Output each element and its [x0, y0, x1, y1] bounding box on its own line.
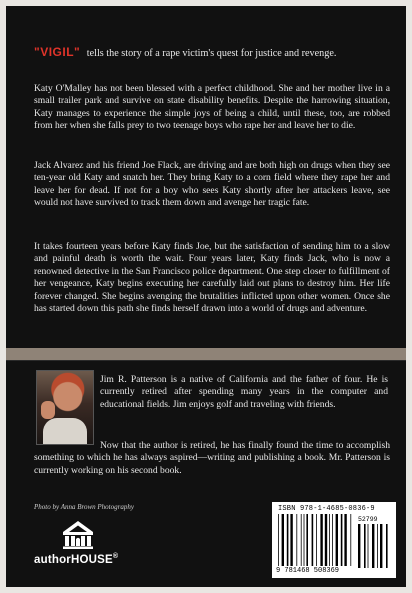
price-code: 52799	[358, 516, 378, 523]
barcode-bar	[306, 514, 308, 566]
divider-band	[6, 348, 406, 360]
publisher-name: authorHOUSE	[34, 553, 113, 566]
photo-credit: Photo by Anna Brown Photography	[34, 503, 134, 511]
author-photo	[36, 370, 94, 445]
barcode-bar	[304, 514, 305, 566]
barcode-bar	[372, 524, 374, 568]
barcode-bar	[278, 514, 279, 566]
ean-barcode-bars	[278, 514, 354, 566]
tagline-text: tells the story of a rape victim's quest for justice and revenge.	[86, 48, 337, 59]
barcode-bar	[325, 514, 327, 566]
barcode-bar	[316, 514, 317, 566]
barcode-bar	[377, 524, 378, 568]
house-columns-icon	[60, 519, 96, 549]
book-title: "VIGIL"	[34, 45, 81, 59]
author-photo-hand	[41, 401, 55, 419]
barcode-bar	[301, 514, 302, 566]
barcode-bar	[350, 514, 351, 566]
barcode-bar	[312, 514, 314, 566]
registered-mark: ®	[112, 553, 119, 560]
barcode-bar	[364, 524, 366, 568]
book-back-cover	[6, 6, 406, 587]
barcode-bar	[344, 514, 346, 566]
barcode-bar	[332, 514, 333, 566]
barcode-bar	[368, 524, 369, 568]
barcode-bar	[380, 524, 382, 568]
barcode-bar	[336, 514, 338, 566]
isbn-label: ISBN 978-1-4685-0836-9	[278, 505, 375, 513]
barcode-bar	[329, 514, 330, 566]
barcode-bar	[320, 514, 322, 566]
divider-line	[6, 360, 406, 361]
author-bio-2: Now that the author is retired, he has finally found the time to accomplish something to which he has always aspired—writing and publishing a book. Mr. Patterson is currently working on his second book.	[34, 440, 390, 476]
tagline	[34, 46, 394, 60]
synopsis-paragraph-3: It takes fourteen years before Katy finds Joe, but the satisfaction of sending him to a slow and painful death is worth the wait. Four years later, Katy finds Jack, who is now a renowned detective in the San Francisco police department. One step closer to fulfillment of her vengeance, Katy begins executing her carefully laid out plans to destroy him. Her life forever changed. She begins avenging the brutalities inflicted upon other women. Once she has started down this path she finds herself drawn into a world of drugs and adventure.	[34, 241, 390, 315]
barcode-bar	[287, 514, 289, 566]
barcode-bar	[341, 514, 343, 566]
barcode-bar	[358, 524, 360, 568]
barcode-bar	[290, 514, 292, 566]
barcode-bar	[282, 514, 284, 566]
addon-barcode-bars	[358, 524, 390, 568]
publisher-logo	[34, 553, 118, 566]
ean-digits: 9 781468 508369	[276, 567, 340, 575]
barcode-bar	[296, 514, 297, 566]
synopsis-paragraph-1: Katy O'Malley has not been blessed with a perfect childhood. She and her mother live in a small trailer park and survive on state disability benefits. Despite the harrowing situation, Katy manages to experience the simple joys of being a child, until these, too, are robbed from her when she falls prey to two teenage boys who rape her and leave her to die.	[34, 83, 390, 132]
author-bio-1: Jim R. Patterson is a native of California and the father of four. He is currently retired after spending many years in the computer and educational fields. Jim enjoys golf and traveling with friends.	[100, 374, 388, 410]
isbn-barcode	[272, 502, 396, 578]
synopsis-paragraph-2: Jack Alvarez and his friend Joe Flack, are driving and are both high on drugs when they see ten-year old Katy and snatch her. They bring Katy to a corn field where they rape her and leave her for dead. If not for a boy who sees Katy shortly after her attackers leave, see would not have survived to track them down and avenge her tragic fate.	[34, 160, 390, 209]
barcode-bar	[386, 524, 388, 568]
